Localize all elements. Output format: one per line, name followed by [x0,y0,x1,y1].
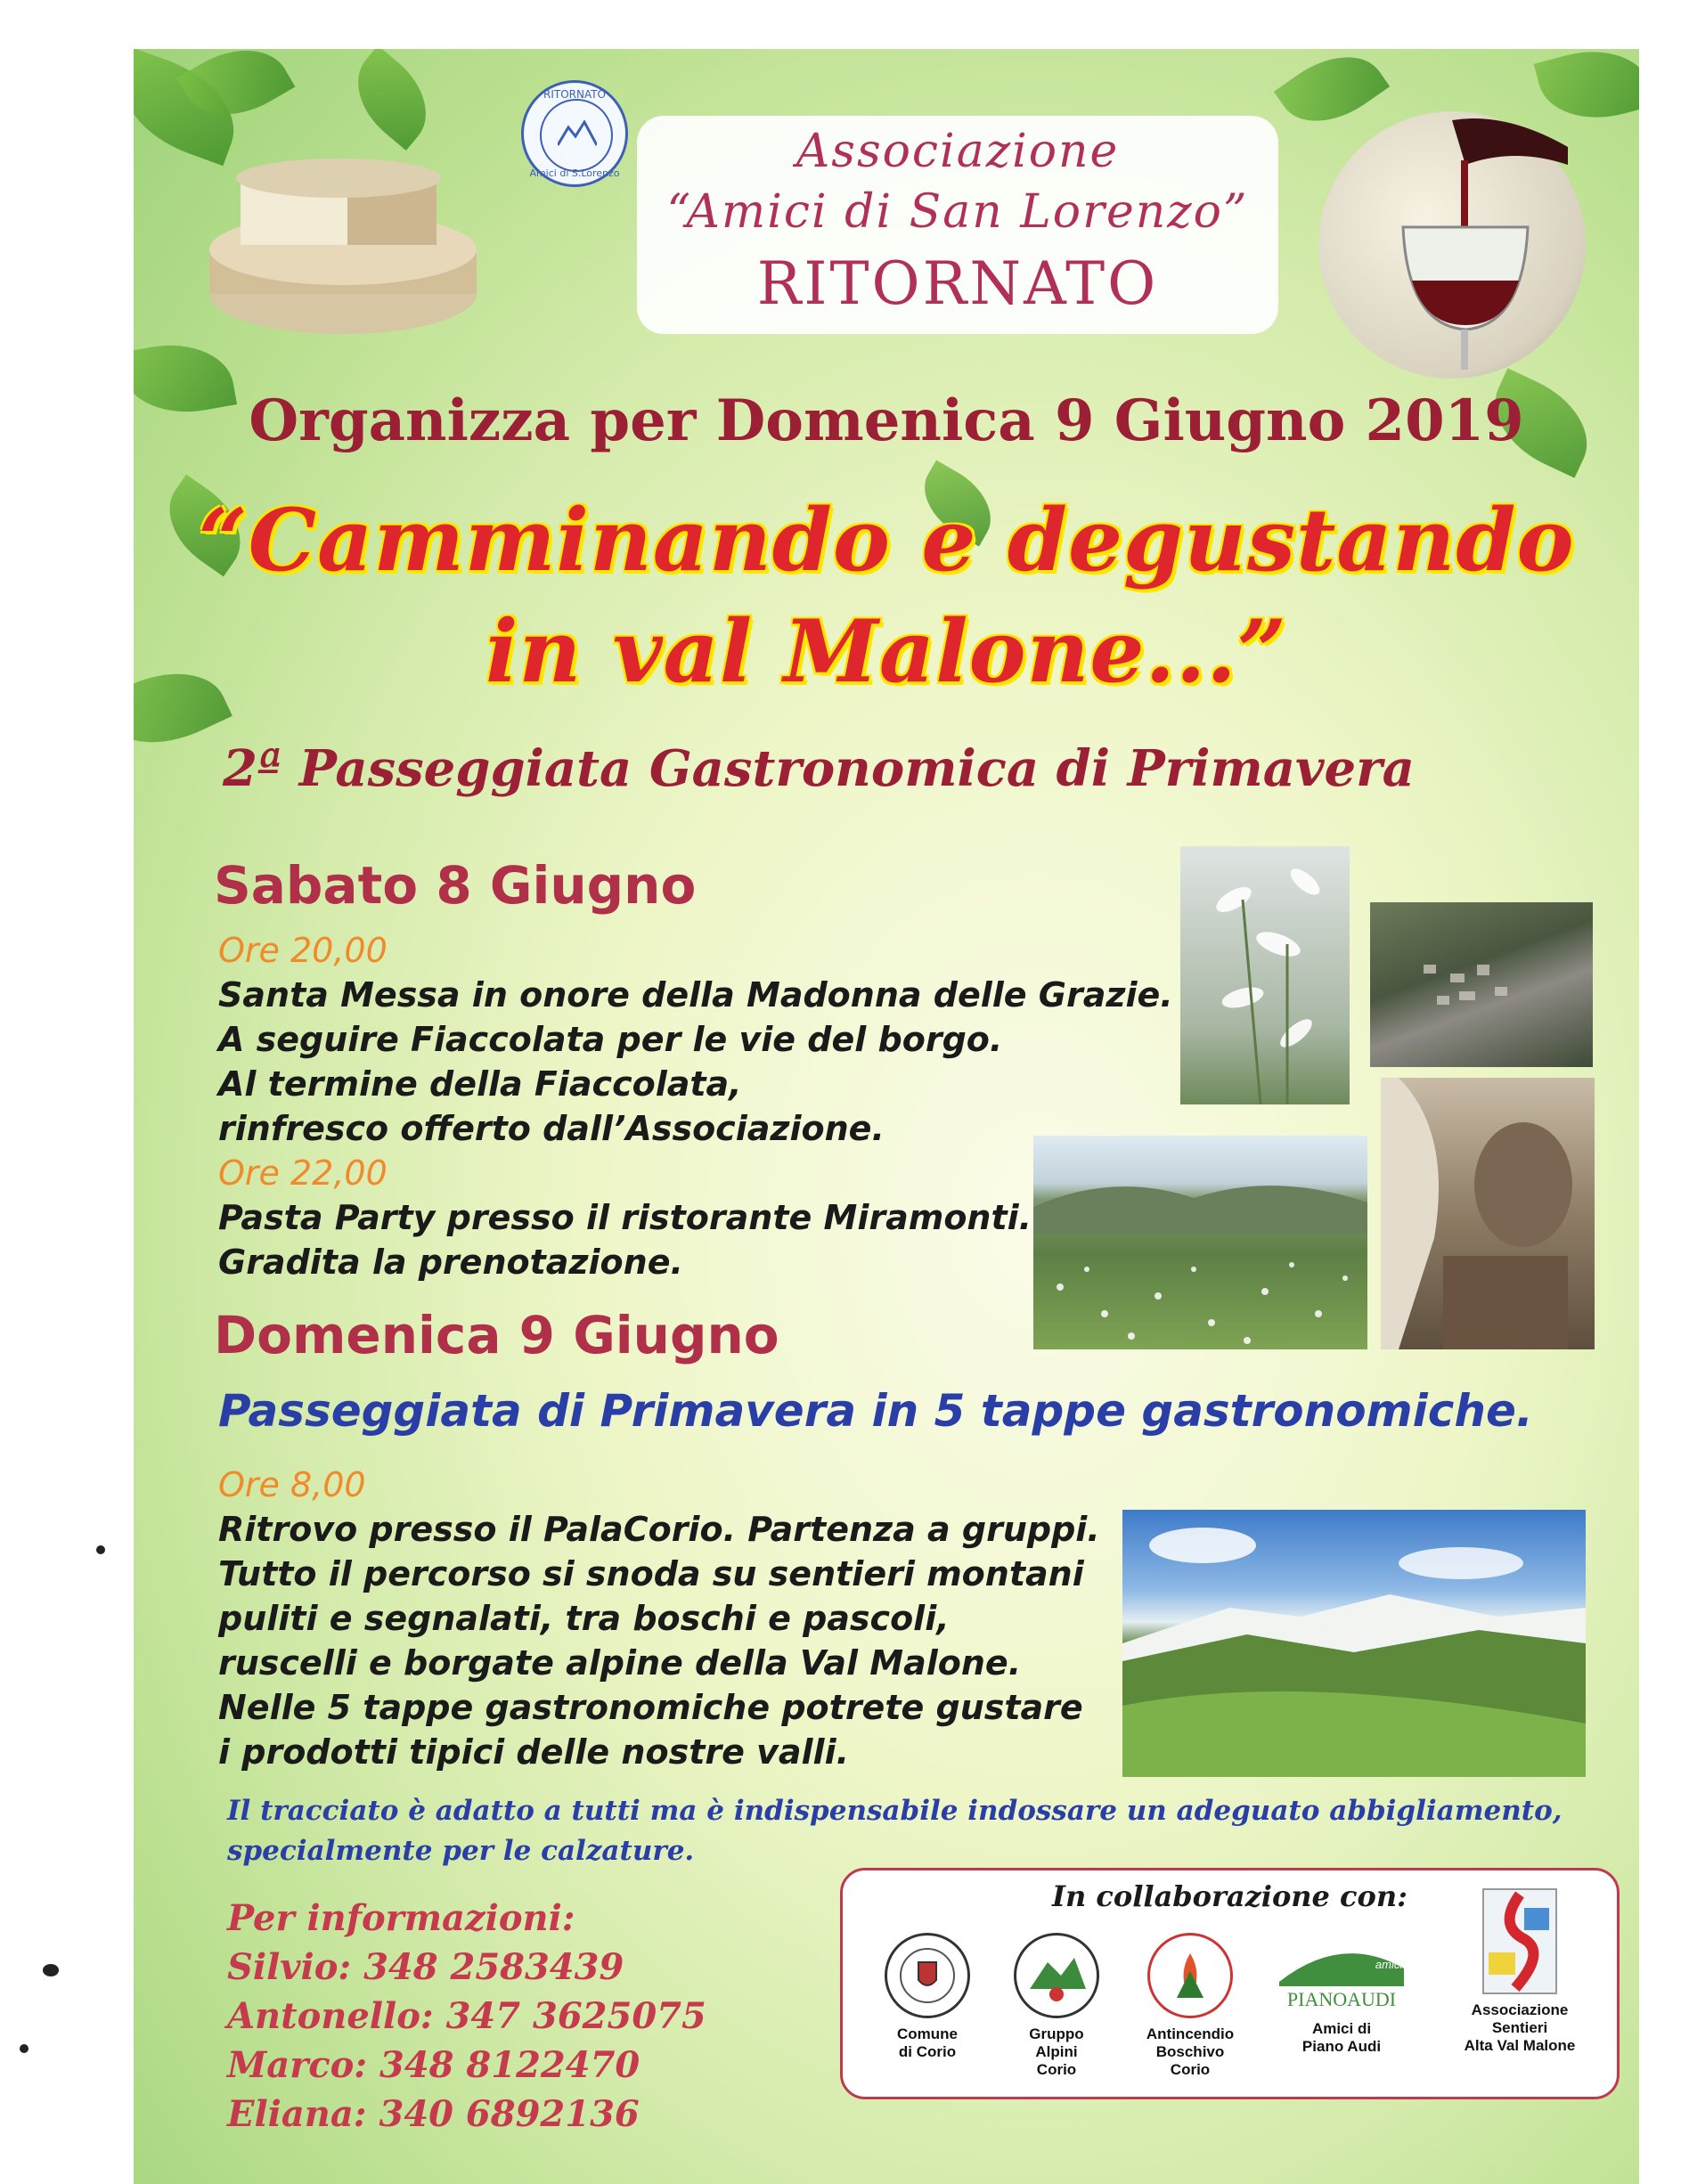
association-title-box [637,116,1278,334]
partner-label: Gruppo [1029,2025,1084,2042]
logo-text-bottom: Amici di S.Lorenzo [529,167,620,179]
sabato-line: rinfresco offerto dall’Associazione. [218,1109,885,1148]
collaboration-title: In collaborazione con: [1052,1879,1408,1913]
sabato-line: Gradita la prenotazione. [218,1243,683,1282]
event-subtitle: 2ª Passeggiata Gastronomica di Primavera [223,739,1415,798]
meadow-flowers-photo [1033,1136,1367,1349]
sentieri-logo-icon [1482,1888,1557,1994]
village-aerial-photo [1370,902,1593,1067]
domenica-line: Nelle 5 tappe gastronomiche potrete gustare [218,1688,1083,1727]
contact-antonello: Antonello: 347 3625075 [227,1995,706,2037]
scan-speck [20,2044,29,2053]
domenica-line: Tutto il percorso si snoda su sentieri montani [218,1554,1084,1593]
partner-label: Alpini [1035,2043,1078,2060]
cheese-image [205,151,481,338]
association-logo [521,80,628,187]
leaf-decoration [338,49,446,151]
collaboration-box [840,1868,1620,2099]
valley-landscape-photo [1122,1510,1586,1777]
antincendio-logo-icon [1147,1933,1233,2018]
contact-marco: Marco: 348 8122470 [227,2044,641,2086]
partner-label: Sentieri [1491,2019,1548,2036]
domenica-time: Ore 8,00 [218,1465,366,1504]
partner-label: Corio [1036,2061,1077,2078]
scan-speck [43,1964,59,1976]
organizza-line: Organizza per Domenica 9 Giugno 2019 [249,387,1524,454]
partner-label: di Corio [898,2043,957,2060]
sabato-heading: Sabato 8 Giugno [214,855,697,916]
event-title-line2: in val Malone...” [485,601,1287,702]
domenica-line: ruscelli e borgate alpine della Val Malone. [218,1643,1022,1683]
flyer [134,49,1639,2184]
partner-amici-piano-audi [1261,1933,1422,2056]
partner-gruppo-alpini [994,1933,1119,2079]
info-title: Per informazioni: [227,1897,575,1939]
association-name: “Amici di San Lorenzo” [666,185,1249,239]
white-lilies-photo [1180,846,1350,1104]
partner-label: Corio [1170,2061,1211,2078]
association-place: RITORNATO [756,249,1159,318]
equipment-note-line1: Il tracciato è adatto a tutti ma è indispensabile indossare un adeguato abbigliamento, [227,1795,1563,1827]
domenica-heading: Domenica 9 Giugno [214,1305,779,1365]
alpini-logo-icon [1014,1933,1099,2018]
sabato-line: Al termine della Fiaccolata, [218,1064,742,1104]
partner-label: Comune [897,2025,958,2042]
pianoaudi-logo-main: PIANOAUDI [1286,1988,1397,2010]
pianoaudi-logo-top: amici di [1375,1958,1415,1971]
milking-photo [1381,1078,1595,1349]
equipment-note-line2: specialmente per le calzature. [227,1835,695,1867]
partner-sentieri-alta-val-malone [1440,1888,1600,2055]
partner-label: Associazione [1471,2001,1569,2018]
sabato-time-1: Ore 20,00 [218,931,388,970]
partner-comune-corio [865,1933,990,2061]
contact-silvio: Silvio: 348 2583439 [227,1946,624,1988]
logo-text-top: RITORNATO [543,88,607,101]
contact-eliana: Eliana: 340 6892136 [227,2093,640,2135]
sabato-time-2: Ore 22,00 [218,1153,388,1193]
partner-label: Alta Val Malone [1464,2037,1576,2054]
domenica-line: puliti e segnalati, tra boschi e pascoli, [218,1599,950,1638]
domenica-line: Ritrovo presso il PalaCorio. Partenza a gruppi. [218,1510,1100,1549]
partner-label: Boschivo [1155,2043,1225,2060]
partner-label: Antincendio [1146,2025,1235,2042]
sabato-line: Pasta Party presso il ristorante Miramonti. [218,1198,1032,1237]
wine-glass-image [1318,111,1586,379]
sabato-line: A seguire Fiaccolata per le vie del borgo. [218,1020,1003,1059]
partner-label: Amici di [1311,2020,1372,2037]
comune-crest-icon [885,1933,970,2018]
pianoaudi-logo [1261,1933,1422,2013]
event-title-line1: “Camminando e degustando [198,490,1575,591]
domenica-line: i prodotti tipici delle nostre valli. [218,1732,850,1772]
mountain-icon [558,120,597,147]
partner-label: Piano Audi [1301,2038,1382,2055]
sabato-line: Santa Messa in onore della Madonna delle Grazie. [218,975,1173,1015]
partner-antincendio [1123,1933,1257,2079]
scan-speck [96,1545,105,1554]
domenica-subheading: Passeggiata di Primavera in 5 tappe gastronomiche. [218,1385,1533,1437]
association-label: Associazione [796,125,1120,178]
